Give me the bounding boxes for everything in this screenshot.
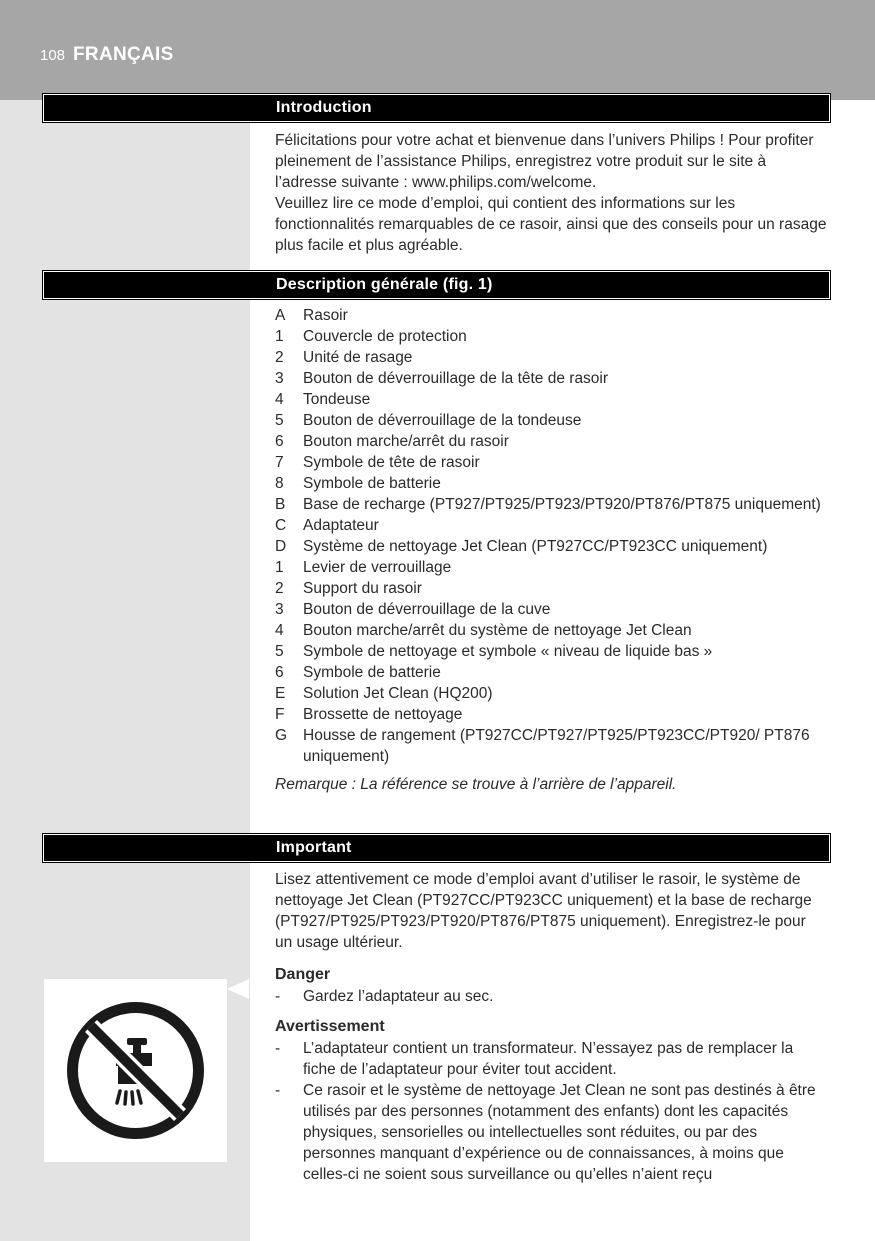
- page-header: [40, 44, 174, 66]
- list-item-key: A: [275, 307, 286, 324]
- list-item-key: F: [275, 706, 285, 723]
- section-bar-important: [43, 834, 830, 862]
- section-title-important: Important: [276, 839, 352, 856]
- warning-pictogram-card: [44, 979, 227, 1162]
- list-item: [275, 326, 827, 347]
- list-item: [275, 641, 827, 662]
- pictogram-pointer: [227, 979, 249, 999]
- list-item: [275, 452, 827, 473]
- list-item: [275, 557, 827, 578]
- section-title-description: Description générale (fig. 1): [276, 276, 493, 293]
- list-item: [275, 368, 827, 389]
- list-item-key: 6: [275, 664, 284, 681]
- bullet-dash: -: [275, 1082, 281, 1099]
- list-item-text: Housse de rangement (PT927CC/PT927/PT925/PT923CC/PT920/ PT876 uniquement): [303, 727, 810, 765]
- list-item: [275, 494, 827, 515]
- list-item: [275, 347, 827, 368]
- list-item-text: Bouton de déverrouillage de la cuve: [303, 601, 551, 618]
- section-bar-introduction: [43, 94, 830, 122]
- list-item: [275, 536, 827, 557]
- list-item-text: Symbole de batterie: [303, 664, 441, 681]
- list-item-key: 1: [275, 559, 284, 576]
- model-note: Remarque : La référence se trouve à l’arrière de l’appareil.: [275, 776, 677, 793]
- list-item-text: Bouton marche/arrêt du rasoir: [303, 433, 509, 450]
- bullet-dash: -: [275, 988, 281, 1005]
- list-item-text: Couvercle de protection: [303, 328, 467, 345]
- list-item-key: 5: [275, 412, 284, 429]
- list-item-text: Adaptateur: [303, 517, 379, 534]
- list-item: [275, 389, 827, 410]
- important-body: [275, 869, 827, 1185]
- list-item-text: Système de nettoyage Jet Clean (PT927CC/PT923CC uniquement): [303, 538, 768, 555]
- list-item-text: Bouton marche/arrêt du système de nettoyage Jet Clean: [303, 622, 692, 639]
- list-item-text: Support du rasoir: [303, 580, 422, 597]
- list-item-key: 5: [275, 643, 284, 660]
- list-item: [275, 578, 827, 599]
- danger-heading: Danger: [275, 966, 331, 983]
- list-item: [275, 986, 827, 1007]
- list-item-key: E: [275, 685, 286, 702]
- list-item: [275, 515, 827, 536]
- list-item-key: 3: [275, 370, 284, 387]
- list-item: [275, 620, 827, 641]
- list-item: [275, 1038, 827, 1080]
- list-item-key: 4: [275, 391, 284, 408]
- list-item-key: 6: [275, 433, 284, 450]
- list-item-text: Bouton de déverrouillage de la tondeuse: [303, 412, 582, 429]
- section-bar-description: [43, 271, 830, 299]
- list-item: [275, 410, 827, 431]
- list-item-key: G: [275, 727, 288, 744]
- list-item: [275, 725, 827, 767]
- list-item-key: B: [275, 496, 286, 513]
- warning-block: [275, 1016, 827, 1185]
- list-item: [275, 599, 827, 620]
- list-item: [275, 704, 827, 725]
- list-item-text: Symbole de batterie: [303, 475, 441, 492]
- introduction-paragraph: Veuillez lire ce mode d’emploi, qui contient des informations sur les fonctionnalités remarquables de ce rasoir, ainsi que des conseils pour un rasage plus facile et plus agréable.: [275, 195, 827, 254]
- page-number: 108: [40, 47, 66, 64]
- list-item: [275, 683, 827, 704]
- list-item-key: D: [275, 538, 287, 555]
- list-item-key: 1: [275, 328, 284, 345]
- list-item-key: 8: [275, 475, 284, 492]
- list-item-text: Bouton de déverrouillage de la tête de rasoir: [303, 370, 609, 387]
- important-intro: Lisez attentivement ce mode d’emploi avant d’utiliser le rasoir, le système de nettoyage Jet Clean (PT927CC/PT923CC uniquement) et la base de recharge (PT927/PT925/PT923/PT920/PT876/PT875 uniquement). Enregistrez-le pour un usage ultérieur.: [275, 871, 812, 951]
- introduction-paragraph: Félicitations pour votre achat et bienvenue dans l’univers Philips ! Pour profiter pleinement de l’assistance Philips, enregistrez votre produit sur le site à l’adresse suivante : www.philips.com/welcome.: [275, 132, 814, 191]
- list-item: [275, 305, 827, 326]
- page-language: FRANÇAIS: [73, 44, 174, 65]
- list-item-text: Solution Jet Clean (HQ200): [303, 685, 493, 702]
- no-water-tap-icon: [64, 999, 207, 1142]
- introduction-body: [275, 130, 827, 256]
- list-item: [275, 1080, 827, 1185]
- list-item-text: Symbole de nettoyage et symbole « niveau de liquide bas »: [303, 643, 713, 660]
- list-item-key: 2: [275, 580, 284, 597]
- parts-list: [275, 305, 827, 767]
- list-item-key: 2: [275, 349, 284, 366]
- section-title-introduction: Introduction: [276, 99, 372, 116]
- list-item-text: Brossette de nettoyage: [303, 706, 463, 723]
- list-item: [275, 662, 827, 683]
- bullet-dash: -: [275, 1040, 281, 1057]
- list-item: [275, 431, 827, 452]
- list-item-text: Tondeuse: [303, 391, 371, 408]
- warning-heading: Avertissement: [275, 1018, 385, 1035]
- danger-item: Gardez l’adaptateur au sec.: [303, 988, 494, 1005]
- list-item-text: Levier de verrouillage: [303, 559, 452, 576]
- warning-item: L’adaptateur contient un transformateur. N’essayez pas de remplacer la fiche de l’adaptateur pour éviter tout accident.: [303, 1040, 794, 1078]
- warning-item: Ce rasoir et le système de nettoyage Jet Clean ne sont pas destinés à être utilisés par des personnes (notamment des enfants) dont les capacités physiques, sensorielles ou intellectuelles sont réduites, ou par des personnes manquant d’expérience ou de connaissances, à moins que celles-ci ne soient sous surveillance ou qu’elles n’aient reçu: [303, 1082, 816, 1183]
- list-item-text: Rasoir: [303, 307, 348, 324]
- list-item-key: 3: [275, 601, 284, 618]
- list-item-key: C: [275, 517, 287, 534]
- list-item-key: 4: [275, 622, 284, 639]
- list-item: [275, 473, 827, 494]
- list-item-key: 7: [275, 454, 284, 471]
- list-item-text: Base de recharge (PT927/PT925/PT923/PT920/PT876/PT875 uniquement): [303, 496, 821, 513]
- list-item-text: Unité de rasage: [303, 349, 413, 366]
- list-item-text: Symbole de tête de rasoir: [303, 454, 480, 471]
- description-body: [275, 305, 827, 795]
- danger-block: [275, 964, 827, 1007]
